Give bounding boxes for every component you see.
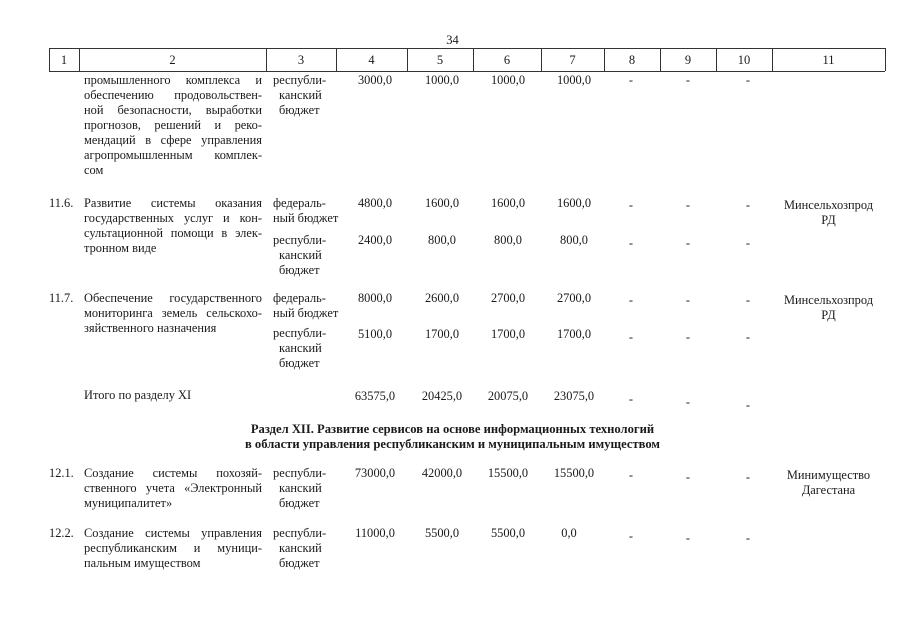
section-xi-total-year2: 20075,0 xyxy=(487,389,529,403)
section-xi-total-dash-col10: - xyxy=(745,398,751,412)
continued-row-value-year3: 1000,0 xyxy=(556,73,592,87)
row-11-7-funding-source-federal: федераль- ный бюджет xyxy=(273,291,339,320)
row-11-7-federal-year3: 2700,0 xyxy=(556,291,592,305)
continued-row-funding-source: республи- канский бюджет xyxy=(273,73,327,117)
row-11-7-republic-year3: 1700,0 xyxy=(556,327,592,341)
column-header-10: 10 xyxy=(737,53,751,67)
continued-row-value-total: 3000,0 xyxy=(357,73,393,87)
row-11-6-republic-total: 2400,0 xyxy=(357,233,393,247)
column-header-8: 8 xyxy=(628,53,636,67)
row-12-1-value-year2: 15500,0 xyxy=(487,466,529,480)
row-12-1-dash-col10: - xyxy=(745,470,751,484)
row-11-7-number: 11.7. xyxy=(49,291,74,305)
column-header-5: 5 xyxy=(436,53,444,67)
row-12-2-dash-col8: - xyxy=(628,529,634,543)
row-11-7-federal-total: 8000,0 xyxy=(357,291,393,305)
row-11-7-republic-total: 5100,0 xyxy=(357,327,393,341)
row-11-6-number: 11.6. xyxy=(49,196,74,210)
column-header-4: 4 xyxy=(368,53,375,67)
row-11-6-description: Развитие системы оказания государственных услуг и кон- сультационной помощи в элек- тронном виде xyxy=(84,196,262,255)
row-12-2-funding-source: республи- канский бюджет xyxy=(273,526,327,570)
row-11-7-federal-dash-col8: - xyxy=(628,293,634,307)
row-12-1-description: Создание системы похозяй- ственного учета «Электронный муниципалитет» xyxy=(84,466,262,510)
row-11-6-republic-dash-col10: - xyxy=(745,236,751,250)
row-11-6-federal-dash-col9: - xyxy=(685,198,691,212)
column-header-11: 11 xyxy=(822,53,835,67)
row-12-2-description: Создание системы управления республиканским и муници- пальным имуществом xyxy=(84,526,262,570)
continued-row-description: промышленного комплекса и обеспечению продовольствен- ной безопасности, выработки прогнозов, решений и реко- мендаций в сфере управления агропромышленным комплек- сом xyxy=(84,73,262,177)
row-11-6-executor: Минсельхозпрод РД xyxy=(783,198,874,227)
row-11-6-funding-source-republic: республи- канский бюджет xyxy=(273,233,327,277)
continued-row-value-year1: 1000,0 xyxy=(424,73,460,87)
row-12-2-value-year2: 5500,0 xyxy=(490,526,526,540)
section-xi-total-value: 63575,0 xyxy=(354,389,396,403)
continued-row-dash-col9: - xyxy=(685,73,691,87)
continued-row-dash-col8: - xyxy=(628,73,634,87)
row-11-6-federal-year3: 1600,0 xyxy=(556,196,592,210)
row-12-2-value-year3: 0,0 xyxy=(561,526,577,540)
row-11-6-federal-total: 4800,0 xyxy=(357,196,393,210)
row-12-1-funding-source: республи- канский бюджет xyxy=(273,466,327,510)
row-12-1-dash-col8: - xyxy=(628,468,634,482)
column-header-9: 9 xyxy=(684,53,692,67)
section-xi-total-dash-col9: - xyxy=(685,395,691,409)
column-header-1: 1 xyxy=(60,53,68,67)
section-xi-total-year1: 20425,0 xyxy=(421,389,463,403)
page-number: 34 xyxy=(446,33,459,47)
row-12-1-value-year3: 15500,0 xyxy=(553,466,595,480)
row-12-1-dash-col9: - xyxy=(685,470,691,484)
row-12-2-number: 12.2. xyxy=(49,526,74,540)
row-11-7-republic-dash-col10: - xyxy=(745,330,751,344)
row-11-6-federal-dash-col8: - xyxy=(628,198,634,212)
row-12-2-value-total: 11000,0 xyxy=(355,526,395,540)
row-11-7-executor: Минсельхозпрод РД xyxy=(783,293,874,322)
column-header-3: 3 xyxy=(297,53,305,67)
row-11-6-federal-year2: 1600,0 xyxy=(490,196,526,210)
row-12-1-value-total: 73000,0 xyxy=(354,466,396,480)
row-11-6-republic-year3: 800,0 xyxy=(560,233,588,247)
row-11-6-republic-dash-col9: - xyxy=(685,236,691,250)
row-11-6-republic-year2: 800,0 xyxy=(494,233,522,247)
section-xii-heading: Раздел XII. Развитие сервисов на основе информационных технологий в области управления республиканским и муниципальным имуществом xyxy=(244,422,660,451)
row-11-6-funding-source-federal: федераль- ный бюджет xyxy=(273,196,339,225)
column-header-6: 6 xyxy=(503,53,511,67)
row-12-1-executor: Минимущество Дагестана xyxy=(786,468,871,497)
row-12-2-dash-col10: - xyxy=(745,531,751,545)
continued-row-dash-col10: - xyxy=(745,73,751,87)
row-12-2-dash-col9: - xyxy=(685,531,691,545)
column-header-2: 2 xyxy=(169,53,176,67)
column-header-7: 7 xyxy=(569,53,576,67)
row-11-7-federal-dash-col10: - xyxy=(745,293,751,307)
row-11-7-funding-source-republic: республи- канский бюджет xyxy=(273,326,327,370)
row-11-6-republic-dash-col8: - xyxy=(628,236,634,250)
row-12-1-number: 12.1. xyxy=(49,466,74,480)
row-11-7-republic-dash-col8: - xyxy=(628,330,634,344)
row-12-2-value-year1: 5500,0 xyxy=(424,526,460,540)
row-11-7-description: Обеспечение государственного мониторинга земель сельскохо- зяйственного назначения xyxy=(84,291,262,335)
section-xi-total-year3: 23075,0 xyxy=(553,389,595,403)
row-11-6-federal-year1: 1600,0 xyxy=(424,196,460,210)
row-11-7-federal-year1: 2600,0 xyxy=(424,291,460,305)
row-11-7-federal-year2: 2700,0 xyxy=(490,291,526,305)
row-11-7-republic-year1: 1700,0 xyxy=(424,327,460,341)
row-11-6-federal-dash-col10: - xyxy=(745,198,751,212)
row-11-7-republic-dash-col9: - xyxy=(685,330,691,344)
row-11-7-federal-dash-col9: - xyxy=(685,293,691,307)
row-12-1-value-year1: 42000,0 xyxy=(421,466,463,480)
continued-row-value-year2: 1000,0 xyxy=(490,73,526,87)
row-11-7-republic-year2: 1700,0 xyxy=(490,327,526,341)
row-11-6-republic-year1: 800,0 xyxy=(428,233,456,247)
section-xi-total-label: Итого по разделу XI xyxy=(84,388,192,402)
section-xi-total-dash-col8: - xyxy=(628,392,634,406)
